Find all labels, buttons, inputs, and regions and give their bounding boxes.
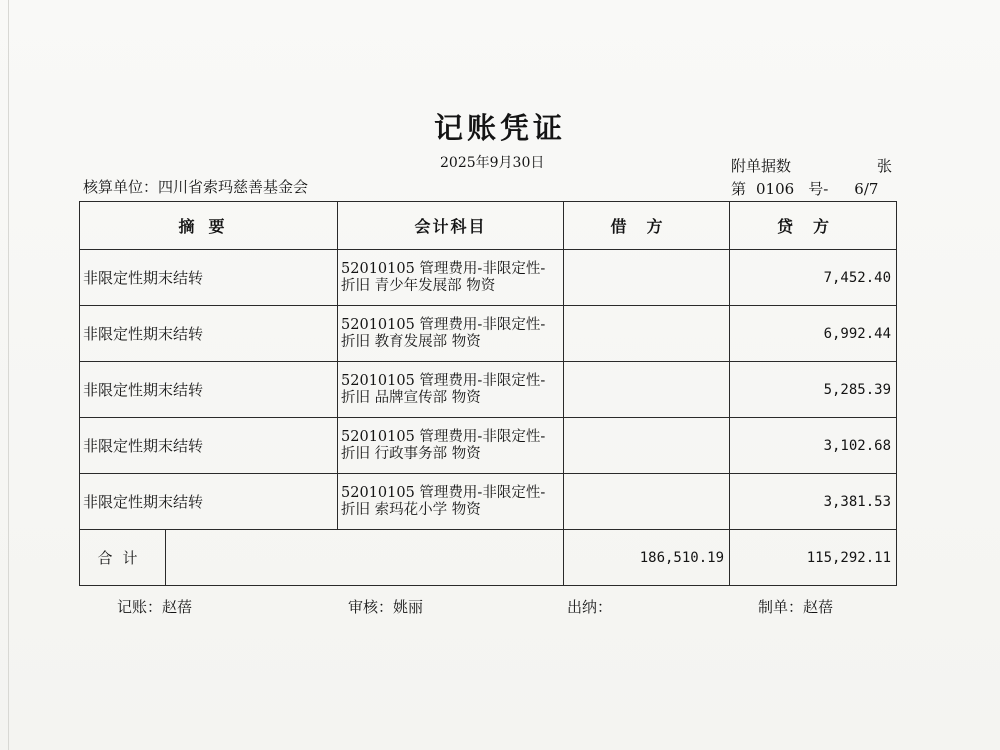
row-credit: 3,102.68: [730, 418, 897, 474]
row-summary: 非限定性期末结转: [80, 474, 338, 530]
row-account: 52010105 管理费用-非限定性- 折旧 教育发展部 物资: [338, 306, 564, 362]
total-row: [80, 530, 897, 586]
table-row: [80, 250, 897, 306]
table-row: [80, 362, 897, 418]
row-account: 52010105 管理费用-非限定性- 折旧 行政事务部 物资: [338, 418, 564, 474]
header-debit: 借方: [564, 202, 730, 250]
table-row: [80, 306, 897, 362]
row-debit: [564, 418, 730, 474]
voucher-title: 记账凭证: [433, 111, 566, 145]
table-header-row: [80, 202, 897, 250]
header-credit: 贷方: [730, 202, 897, 250]
voucher-number-prefix: 第: [731, 180, 747, 198]
row-debit: [564, 362, 730, 418]
voucher-number: [731, 178, 878, 199]
voucher-number-suffix: 号-: [808, 180, 829, 198]
accounting-unit-label: 核算单位：: [83, 178, 159, 196]
row-account: 52010105 管理费用-非限定性- 折旧 索玛花小学 物资: [338, 474, 564, 530]
accounting-unit-name: 四川省索玛慈善基金会: [158, 178, 309, 196]
row-credit: 3,381.53: [730, 474, 897, 530]
row-credit: 6,992.44: [730, 306, 897, 362]
voucher-date: 2025年9月30日: [440, 155, 545, 171]
voucher-table: [79, 201, 897, 586]
header-summary: 摘要: [80, 202, 338, 250]
total-debit: 186,510.19: [564, 530, 730, 586]
row-summary: 非限定性期末结转: [80, 418, 338, 474]
header-account: 会计科目: [338, 202, 564, 250]
row-account: 52010105 管理费用-非限定性- 折旧 青少年发展部 物资: [338, 250, 564, 306]
table-row: [80, 474, 897, 530]
footer-reviewer: 审核：姚丽: [348, 598, 424, 616]
footer-preparer: 制单：赵蓓: [758, 598, 834, 616]
accounting-unit: [83, 176, 308, 197]
row-account: 52010105 管理费用-非限定性- 折旧 品牌宣传部 物资: [338, 362, 564, 418]
total-blank: [166, 530, 564, 586]
attachment-count-label: 附单据数: [731, 157, 792, 175]
row-debit: [564, 250, 730, 306]
total-credit: 115,292.11: [730, 530, 897, 586]
total-label: 合计: [80, 530, 166, 586]
footer-bookkeeper: 记账：赵蓓: [117, 598, 193, 616]
row-credit: 7,452.40: [730, 250, 897, 306]
row-debit: [564, 306, 730, 362]
row-credit: 5,285.39: [730, 362, 897, 418]
row-summary: 非限定性期末结转: [80, 306, 338, 362]
row-debit: [564, 474, 730, 530]
voucher-number-value: 0106: [756, 180, 795, 198]
attachment-unit: 张: [877, 157, 893, 175]
voucher-page: 6/7: [854, 180, 879, 198]
footer-cashier: 出纳：: [567, 598, 613, 616]
row-summary: 非限定性期末结转: [80, 362, 338, 418]
row-summary: 非限定性期末结转: [80, 250, 338, 306]
table-row: [80, 418, 897, 474]
